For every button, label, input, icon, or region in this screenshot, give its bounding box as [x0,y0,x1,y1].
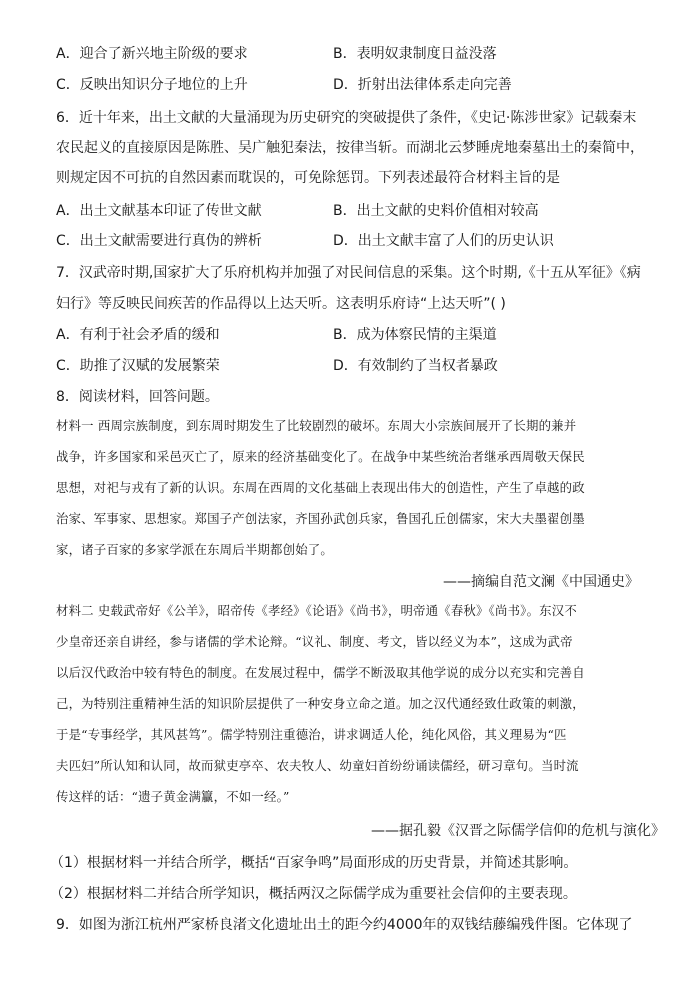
q7-stem-line-2: 妇行》等反映民间疾苦的作品得以上达天听。这表明乐府诗“上达天听”( ) [56,296,506,312]
q8-subquestion-1: （1）根据材料一并结合所学，概括“百家争鸣”局面形成的历史背景，并简述其影响。 [50,855,578,871]
q7-stem-line-1: 7．汉武帝时期,国家扩大了乐府机构并加强了对民间信息的采集。这个时期,《十五从军征》《病 [56,265,641,281]
q8-material2-line: 己，为特别注重精神生活的知识阶层提供了一种安身立命之道。加之汉代通经致仕政策的刺激， [56,696,585,711]
q8-intro: 8．阅读材料，回答问题。 [56,389,219,405]
q6-option-a: A．出土文献基本印证了传世文献 [56,203,262,219]
q8-subquestion-2: （2）根据材料二并结合所学知识，概括两汉之际儒学成为重要社会信仰的主要表现。 [50,886,577,902]
q5-option-b: B．表明奴隶制度日益没落 [333,46,497,62]
q8-material2-line: 材料二 史载武帝好《公羊》，昭帝传《孝经》《论语》《尚书》，明帝通《春秋》《尚书》。东汉不 [56,603,577,618]
q8-material1-line: 思想，对祀与戎有了新的认识。东周在西周的文化基础上表现出伟大的创造性，产生了卓越的政 [56,480,585,495]
q8-material1-source: ——摘编自范文澜《中国通史》 [443,574,639,590]
q8-material2-line: 夫匹妇”所认知和认同，故而狱吏亭卒、农夫牧人、幼童妇首纷纷诵读儒经，研习章句。当时流 [56,758,579,773]
q7-option-d: D．有效制约了当权者暴政 [333,358,498,374]
q6-option-b: B．出土文献的史料价值相对较高 [333,203,539,219]
q6-stem-line-3: 则规定因不可抗的自然因素而耽误的，可免除惩罚。下列表述最符合材料主旨的是 [56,170,560,186]
q8-material1-line: 治家、军事家、思想家。郑国子产创法家，齐国孙武创兵家，鲁国孔丘创儒家，宋大夫墨翟创墨 [56,511,585,526]
q6-stem-line-2: 农民起义的直接原因是陈胜、吴广触犯秦法，按律当斩。而湖北云梦睡虎地秦墓出土的秦简中， [56,140,644,156]
q8-material2-line: 传这样的话：“遗子黄金满籯，不如一经。” [56,789,290,804]
q7-option-b: B．成为体察民情的主渠道 [333,327,497,343]
q5-option-c: C．反映出知识分子地位的上升 [56,77,248,93]
q5-option-d: D．折射出法律体系走向完善 [333,77,512,93]
q8-material2-source: ——据孔毅《汉晋之际儒学信仰的危机与演化》 [371,823,665,839]
q8-material1-line: 家，诸子百家的多家学派在东周后半期都创始了。 [56,542,333,557]
q9-stem-line-1: 9．如图为浙江杭州严家桥良渚文化遗址出土的距今约4000年的双钱结藤编残件图。它体现了 [56,917,633,933]
q7-option-c: C．助推了汉赋的发展繁荣 [56,358,220,374]
q8-material1-line: 战争，许多国家和采邑灭亡了，原来的经济基础变化了。在战争中某些统治者继承西周敬天保民 [56,449,585,464]
q5-option-a: A．迎合了新兴地主阶级的要求 [56,46,248,62]
q8-material2-line: 少皇帝还亲自讲经，参与诸儒的学术论辩。“议礼、制度、考文，皆以经义为本”，这成为武帝 [56,634,573,649]
q8-material2-line: 于是“专事经学，其风甚笃”。儒学特别注重德治，讲求调适人伦，纯化风俗，其义理易为“匹 [56,727,567,742]
q6-option-c: C．出土文献需要进行真伪的辨析 [56,233,262,249]
q8-material2-line: 以后汉代政治中较有特色的制度。在发展过程中，儒学不断汲取其他学说的成分以充实和完善自 [56,665,585,680]
q8-material1-line: 材料一 西周宗族制度，到东周时期发生了比较剧烈的破坏。东周大小宗族间展开了长期的兼并 [56,418,577,433]
q7-option-a: A．有利于社会矛盾的缓和 [56,327,220,343]
q6-option-d: D．出土文献丰富了人们的历史认识 [333,233,554,249]
q6-stem-line-1: 6．近十年来，出土文献的大量涌现为历史研究的突破提供了条件，《史记·陈涉世家》记载秦末 [56,110,637,126]
